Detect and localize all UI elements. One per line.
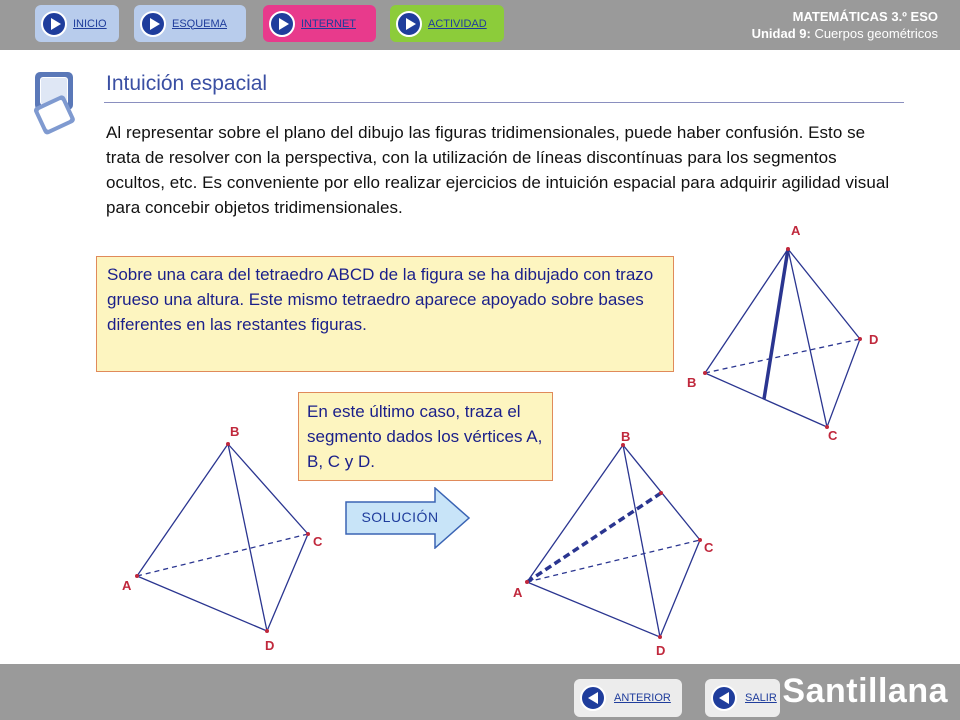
solution-button[interactable] bbox=[345, 487, 470, 549]
intro-paragraph: Al representar sobre el plano del dibujo las figuras tridimensionales, puede haber confusión. Esto se trata de resolver con la perspectiva, con la utilización de líneas discontínuas para los segmentos ocultos, etc. Es conveniente por ello realizar ejercicios de intuición espacial para adquirir agilidad visual para concebir objetos tridimensionales. bbox=[106, 123, 890, 217]
vertex-label-a: A bbox=[513, 585, 523, 600]
vertex-label-b: B bbox=[621, 429, 631, 444]
back-arrow-icon bbox=[580, 685, 606, 711]
nav-internet-label: INTERNET bbox=[301, 17, 356, 30]
back-arrow-icon bbox=[711, 685, 737, 711]
nav-inicio-label: INICIO bbox=[73, 17, 107, 30]
vertex-label-a: A bbox=[791, 223, 801, 238]
tetrahedron-right bbox=[505, 425, 730, 665]
play-icon bbox=[396, 11, 422, 37]
nav-inicio-button[interactable] bbox=[35, 5, 119, 42]
vertex-label-a: A bbox=[122, 578, 132, 593]
unit-name: Cuerpos geométricos bbox=[814, 26, 938, 41]
nav-actividad-label: ACTIVIDAD bbox=[428, 17, 487, 30]
exercise-statement-box: Sobre una cara del tetraedro ABCD de la figura se ha dibujado con trazo grueso una altura. Este mismo tetraedro aparece apoyado sobre bases diferentes en las restantes figuras. bbox=[96, 256, 674, 372]
solution-label: SOLUCIÓN bbox=[361, 509, 439, 525]
salir-label: SALIR bbox=[745, 692, 777, 704]
tetrahedron-left bbox=[110, 420, 335, 660]
brand-logo: Santillana bbox=[782, 672, 948, 710]
play-icon bbox=[41, 11, 67, 37]
vertex-label-d: D bbox=[869, 332, 879, 347]
play-icon bbox=[140, 11, 166, 37]
monitor-icon bbox=[30, 70, 80, 136]
nav-esquema-button[interactable] bbox=[134, 5, 246, 42]
page-title: Intuición espacial bbox=[106, 72, 268, 95]
salir-button[interactable] bbox=[705, 679, 780, 717]
nav-internet-button[interactable] bbox=[263, 5, 376, 42]
header-title bbox=[752, 8, 938, 42]
course-name: MATEMÁTICAS 3.º ESO bbox=[792, 9, 938, 24]
play-icon bbox=[269, 11, 295, 37]
vertex-label-d: D bbox=[265, 638, 275, 653]
vertex-label-c: C bbox=[828, 428, 838, 443]
anterior-label: ANTERIOR bbox=[614, 692, 671, 704]
task-box: En este último caso, traza el segmento dados los vértices A, B, C y D. bbox=[298, 392, 553, 481]
nav-actividad-button[interactable] bbox=[390, 5, 504, 42]
anterior-button[interactable] bbox=[574, 679, 682, 717]
vertex-label-c: C bbox=[313, 534, 323, 549]
unit-label: Unidad 9: bbox=[751, 26, 811, 41]
vertex-label-b: B bbox=[230, 424, 240, 439]
tetrahedron-main bbox=[680, 222, 890, 452]
vertex-label-b: B bbox=[687, 375, 697, 390]
vertex-label-c: C bbox=[704, 540, 714, 555]
vertex-label-d: D bbox=[656, 643, 666, 658]
title-divider bbox=[104, 102, 904, 103]
nav-esquema-label: ESQUEMA bbox=[172, 17, 228, 30]
